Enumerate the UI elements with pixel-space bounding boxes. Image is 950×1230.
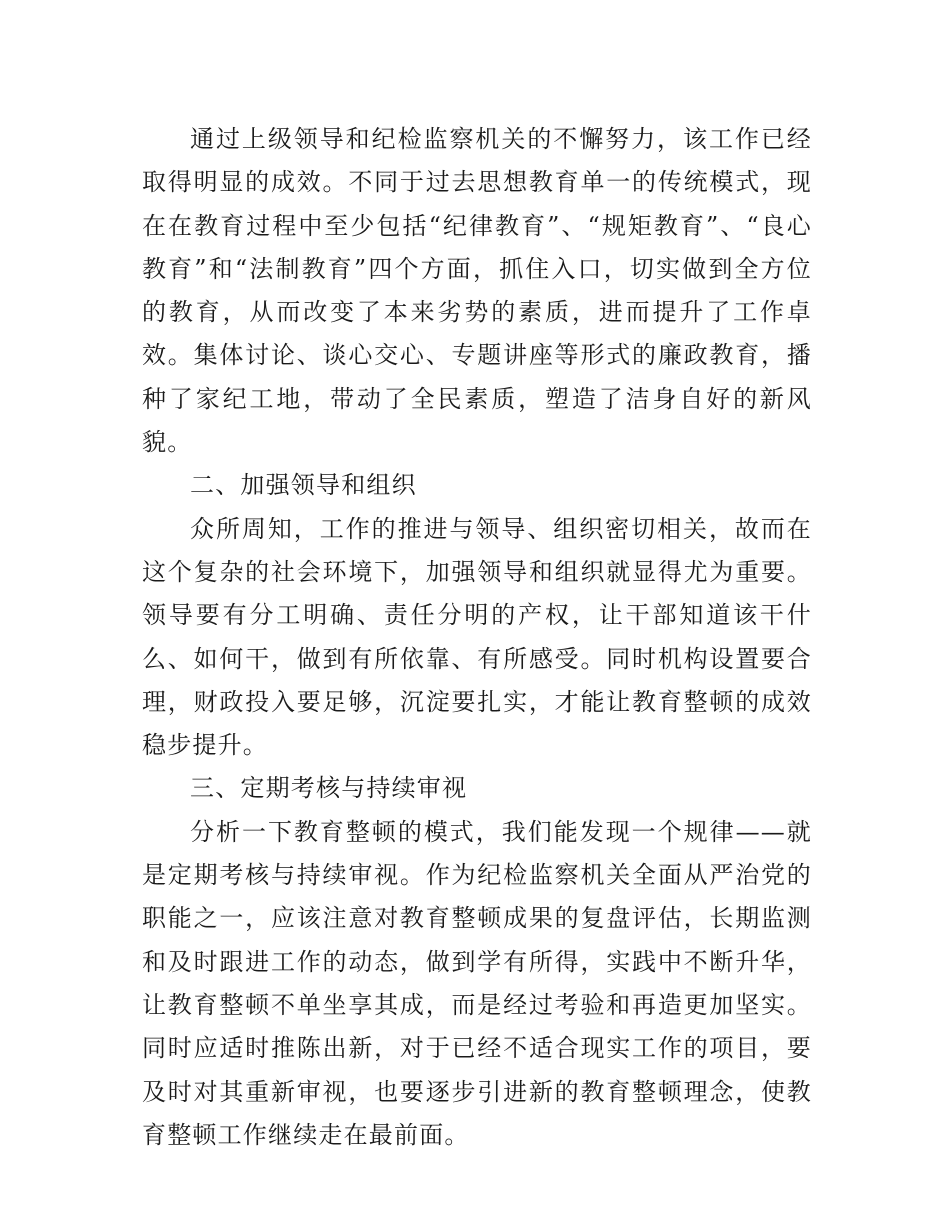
paragraph-education-results: 通过上级领导和纪检监察机关的不懈努力，该工作已经取得明显的成效。不同于过去思想教育单一的传统模式，现在在教育过程中至少包括“纪律教育”、“规矩教育”、“良心教育”和“法制教育”四个方面，抓住入口，切实做到全方位的教育，从而改变了本来劣势的素质，进而提升了工作卓效。集体讨论、谈心交心、专题讲座等形式的廉政教育，播种了家纪工地，带动了全民素质，塑造了洁身自好的新风貌。 <box>142 125 812 457</box>
document-body <box>142 118 812 1157</box>
section-heading-leadership: 二、加强领导和组织 <box>190 471 417 500</box>
paragraph-leadership: 众所周知，工作的推进与领导、组织密切相关，故而在这个复杂的社会环境下，加强领导和组织就显得尤为重要。领导要有分工明确、责任分明的产权，让干部知道该干什么、如何干，做到有所依靠、有所感受。同时机构设置要合理，财政投入要足够，沉淀要扎实，才能让教育整顿的成效稳步提升。 <box>142 514 812 760</box>
paragraph-assessment: 分析一下教育整顿的模式，我们能发现一个规律——就是定期考核与持续审视。作为纪检监察机关全面从严治党的职能之一，应该注意对教育整顿成果的复盘评估，长期监测和及时跟进工作的动态，做到学有所得，实践中不断升华，让教育整顿不单坐享其成，而是经过考验和再造更加坚实。同时应适时推陈出新，对于已经不适合现实工作的项目，要及时对其重新审视，也要逐步引进新的教育整顿理念，使教育整顿工作继续走在最前面。 <box>142 817 812 1149</box>
section-heading-assessment: 三、定期考核与持续审视 <box>190 774 468 803</box>
